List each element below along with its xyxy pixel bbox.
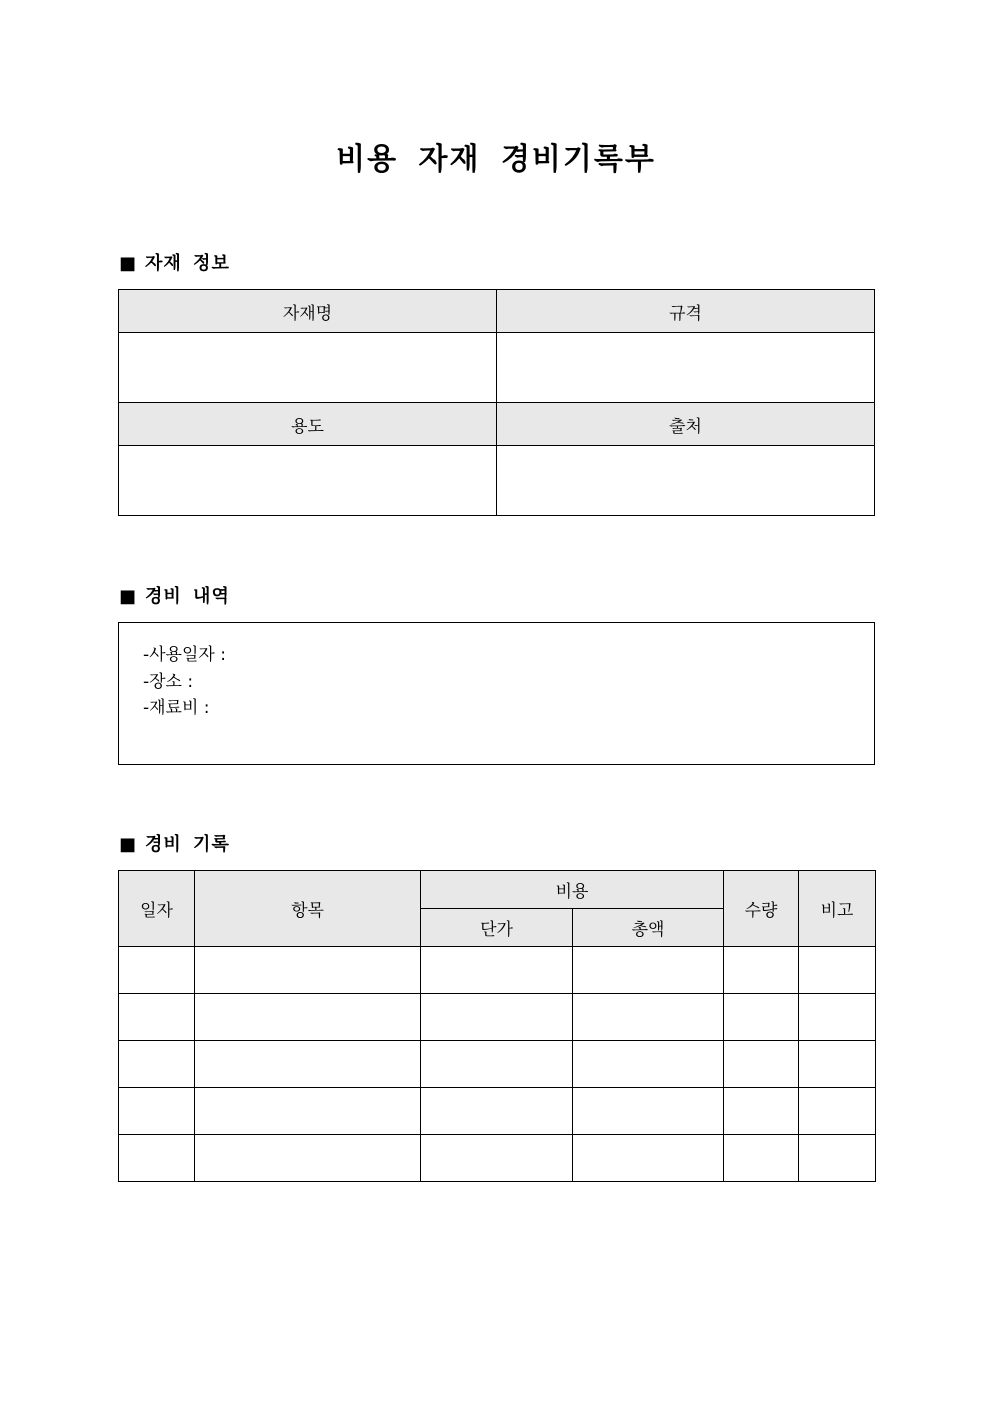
unit-price-cell[interactable] xyxy=(421,1135,573,1182)
table-row xyxy=(119,1135,876,1182)
section-title: 경비 기록 xyxy=(145,834,230,855)
header-purpose: 용도 xyxy=(119,403,497,446)
section-heading-expense-details xyxy=(119,585,230,609)
purpose-field[interactable] xyxy=(119,446,497,516)
date-cell[interactable] xyxy=(119,1041,195,1088)
header-note: 비고 xyxy=(799,871,876,947)
quantity-cell[interactable] xyxy=(724,1088,799,1135)
item-cell[interactable] xyxy=(195,947,421,994)
expense-record-table xyxy=(118,870,876,1182)
header-quantity: 수량 xyxy=(724,871,799,947)
header-item: 항목 xyxy=(195,871,421,947)
total-cell[interactable] xyxy=(573,947,724,994)
table-row xyxy=(119,1041,876,1088)
table-row xyxy=(119,947,876,994)
unit-price-cell[interactable] xyxy=(421,1088,573,1135)
total-cell[interactable] xyxy=(573,994,724,1041)
total-cell[interactable] xyxy=(573,1041,724,1088)
total-cell[interactable] xyxy=(573,1135,724,1182)
material-name-field[interactable] xyxy=(119,333,497,403)
section-title: 경비 내역 xyxy=(145,586,230,607)
section-heading-expense-record xyxy=(119,833,230,857)
quantity-cell[interactable] xyxy=(724,1041,799,1088)
square-bullet-icon: ■ xyxy=(119,586,138,607)
document-title: 비용 자재 경비기록부 xyxy=(336,142,656,177)
unit-price-cell[interactable] xyxy=(421,994,573,1041)
header-date: 일자 xyxy=(119,871,195,947)
location-line: -장소 : xyxy=(143,671,194,692)
item-cell[interactable] xyxy=(195,994,421,1041)
table-row xyxy=(119,1088,876,1135)
date-cell[interactable] xyxy=(119,994,195,1041)
section-heading-material-info xyxy=(119,252,230,276)
square-bullet-icon: ■ xyxy=(119,834,138,855)
header-unit-price: 단가 xyxy=(421,909,573,947)
note-cell[interactable] xyxy=(799,1041,876,1088)
quantity-cell[interactable] xyxy=(724,947,799,994)
unit-price-cell[interactable] xyxy=(421,1041,573,1088)
total-cell[interactable] xyxy=(573,1088,724,1135)
header-source: 출처 xyxy=(497,403,875,446)
header-total: 총액 xyxy=(573,909,724,947)
unit-price-cell[interactable] xyxy=(421,947,573,994)
header-material-name: 자재명 xyxy=(119,290,497,333)
note-cell[interactable] xyxy=(799,1088,876,1135)
note-cell[interactable] xyxy=(799,1135,876,1182)
note-cell[interactable] xyxy=(799,947,876,994)
section-title: 자재 정보 xyxy=(145,253,230,274)
specification-field[interactable] xyxy=(497,333,875,403)
material-info-table xyxy=(118,289,875,516)
quantity-cell[interactable] xyxy=(724,1135,799,1182)
expense-details-box[interactable] xyxy=(118,622,875,765)
header-cost: 비용 xyxy=(421,871,724,909)
header-specification: 규격 xyxy=(497,290,875,333)
material-cost-line: -재료비 : xyxy=(143,698,210,718)
note-cell[interactable] xyxy=(799,994,876,1041)
date-cell[interactable] xyxy=(119,1088,195,1135)
date-cell[interactable] xyxy=(119,947,195,994)
item-cell[interactable] xyxy=(195,1135,421,1182)
square-bullet-icon: ■ xyxy=(119,253,138,274)
quantity-cell[interactable] xyxy=(724,994,799,1041)
item-cell[interactable] xyxy=(195,1041,421,1088)
date-cell[interactable] xyxy=(119,1135,195,1182)
item-cell[interactable] xyxy=(195,1088,421,1135)
source-field[interactable] xyxy=(497,446,875,516)
usage-date-line: -사용일자 : xyxy=(143,645,226,665)
table-row xyxy=(119,994,876,1041)
